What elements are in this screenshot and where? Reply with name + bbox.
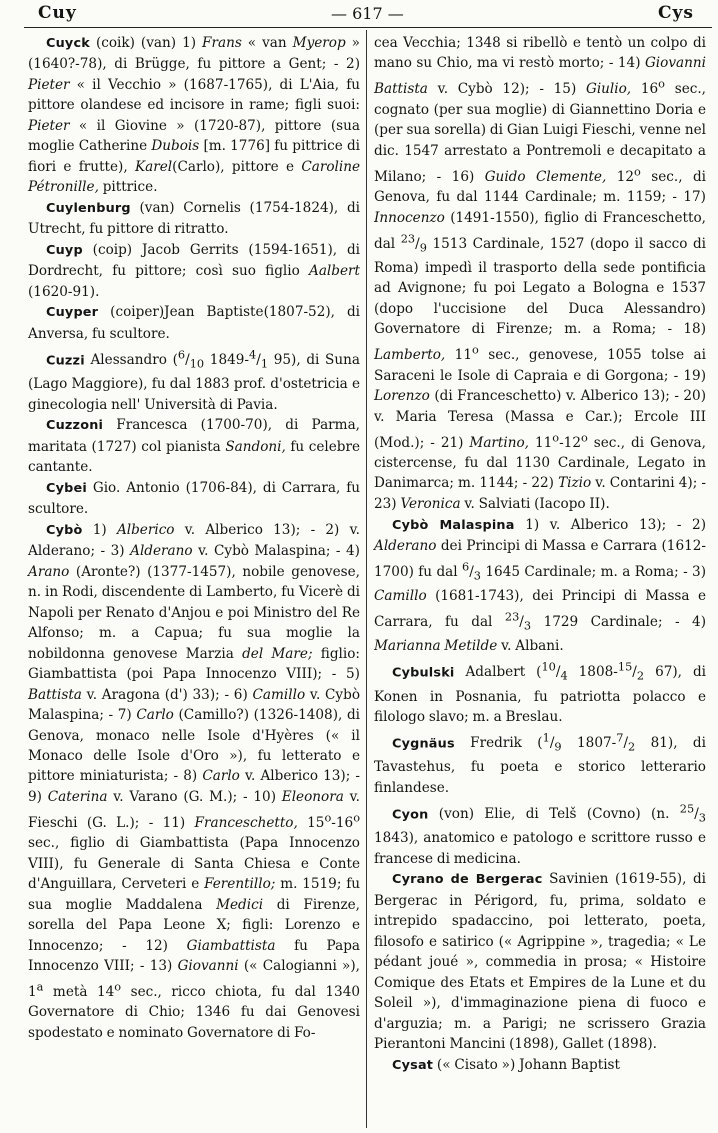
entry-headword: Cuzzoni — [46, 418, 104, 434]
page-number: — 617 — — [331, 3, 404, 23]
entry-body: (coiper)Jean Baptiste(1807-52), di Anversa, fu scultore. — [28, 304, 360, 342]
entry-body: 1) Alberico v. Alberico 13); - 2) v. Alderano; - 3) Alderano v. Cybò Malaspina; - 4) Arano (Aronte?) (1377-1457), nobile genovese, n. in Rodi, discendente di Lamberto, fu Vicerè di Napoli per Renato d'Anjou e poi Ministro del Re Alfonso; m. a Capua; fu sua moglie la nobildonna genovese Marzia del Mare; figlio: Giambattista (poi Papa Innocenzo VIII); - 5) Battista v. Aragona (d') 33); - 6) Camillo v. Cybò Malaspina; - 7) Carlo (Camillo?) (1326-1408), di Genova, monaco nelle Isole d'Hyères (« il Monaco delle Isole d'Oro »), fu letterato e pittore miniaturista; - 8) Carlo v. Alberico 13); - 9) Caterina v. Varano (G. M.); - 10) Eleonora v. Fieschi (G. L.); - 11) Franceschetto, 15$^o$-16$^o$ sec., figlio di Giambattista (Papa Innocenzo VIII), fu Generale di Santa Chiesa e Conte d'Anguillara, Cerveteri e Ferentillo; m. 1519; fu sua moglie Maddalena Medici di Firenze, sorella del Papa Leone X; figli: Lorenzo e Innocenzo; - 12) Giambattista fu Papa Innocenzo VIII; - 13) Giovanni (« Calogianni »), 1$^a$ metà 14$^o$ sec., ricco chiota, fu dal 1340 Governatore di Chio; 1346 fu dai Genovesi spodestato e nominato Governatore di Fo- — [28, 521, 361, 1041]
entry-body: Fredrik ($^1/_9$ $1807-^7/_2$ 81), di Tavastehus, fu poeta e storico letterario finlandese. — [374, 730, 706, 796]
right-column — [374, 33, 706, 1076]
dictionary-entry — [374, 1055, 706, 1076]
dictionary-entry — [374, 799, 706, 870]
entry-body: (van) Cornelis (1754-1824), di Utrecht, fu pittore di ritratto. — [28, 199, 360, 238]
dictionary-entry — [374, 657, 706, 728]
entry-body: Savinien (1619-55), di Bergerac in Périgord, fu, prima, soldato e intrepido spadaccino, poi letterato, poeta, filosofo e satirico (« Agrippine », tragedia; « Le pédant joué », commedia in prosa; « Histoire Comique des Etats et Empires de la Lune et du Soleil »), d'immaginazione piena di fuoco e d'arguzia; m. a Parigi; ne scrissero Grazia Pierantoni Mancini (1898), Gallet (1898). — [374, 871, 706, 1052]
entry-headword: Cybei — [46, 480, 87, 496]
running-header — [0, 0, 718, 26]
entry-headword: Cygnäus — [392, 736, 455, 752]
entry-body: (« Cisato ») Johann Baptist — [433, 1056, 620, 1073]
dictionary-entry — [28, 520, 360, 1043]
left-column — [28, 33, 360, 1044]
entry-headword: Cybò — [46, 522, 83, 538]
entry-headword: Cuylenburg — [46, 200, 131, 216]
entry-body: 1) v. Alberico 13); - 2) Alderano dei Principi di Massa e Carrara (1612-1700) fu dal $^6/_3$ 1645 Cardinale; m. a Roma; - 3) Camillo (1681-1743), dei Principi di Massa e Carrara, fu dal $^{23}/_3$ 1729 Cardinale; - 4) Marianna Metilde v. Albani. — [374, 516, 706, 655]
entry-body: (coip) Jacob Gerrits (1594-1651), di Dordrecht, fu pittore; così suo figlio Aalbert (1620-91). — [28, 241, 360, 300]
entry-headword: Cybò Malaspina — [392, 517, 515, 533]
entry-body: Gio. Antonio (1706-84), di Carrara, fu scultore. — [28, 479, 360, 518]
dictionary-entry — [374, 33, 706, 514]
entry-headword: Cybulski — [392, 665, 455, 681]
dictionary-entry — [374, 869, 706, 1054]
header-rule — [24, 27, 712, 28]
dictionary-entry — [28, 415, 360, 477]
column-separator — [366, 30, 367, 1128]
entry-headword: Cuyp — [46, 242, 83, 258]
dictionary-entry — [28, 302, 360, 344]
entry-headword: Cuyck — [46, 36, 90, 51]
header-right-guideword: Cys — [658, 3, 694, 23]
entry-body: Francesca (1700-70), di Parma, maritata (1727) col pianista Sandoni, fu celebre cantante. — [28, 417, 360, 476]
dictionary-entry — [28, 345, 360, 416]
entry-body: Alessandro ($^6/_{10}$ $1849-^4/_1$ 95), di Suna (Lago Maggiore), fu dal 1883 prof. d'ostetricia e ginecologia nell' Università di Pavia. — [28, 347, 360, 413]
entry-body: cea Vecchia; 1348 si ribellò e tentò un colpo di mano su Chio, ma vi restò morto; - 14) Giovanni Battista v. Cybò 12); - 15) Giulio, 16$^o$ sec., cognato (per sua moglie) di Giannettino Doria e (per sua sorella) di Gian Luigi Fieschi, venne nel dic. 1547 arrestato a Pontremoli e decapitato a Milano; - 16) Guido Clemente, 12$^o$ sec., di Genova, fu dal 1144 Cardinale; m. 1159; - 17) Innocenzo (1491-1550), figlio di Franceschetto, dal $^{23}/_9$ 1513 Cardinale, 1527 (dopo il sacco di Roma) impedì il trasporto della sede pontificia ad Avignone; fu poi Legato a Bologna e 1537 (dopo l'uccisione del Duca Alessandro) Governatore di Firenze; m. a Roma; - 18) Lamberto, 11$^o$ sec., genovese, 1055 tolse ai Saraceni le Isole di Capraia e di Gorgona; - 19) Lorenzo (di Franceschetto) v. Alberico 13); - 20) v. Maria Teresa (Massa e Car.); Ercole III (Mod.); - 21) Martino, 11$^o$-12$^o$ sec., di Genova, cistercense, fu dal 1130 Cardinale, Legato in Danimarca; m. 1144; - 22) Tizio v. Contarini 4); - 23) Veronica v. Salviati (Iacopo II). — [374, 35, 707, 512]
entry-headword: Cyon — [392, 807, 429, 823]
entry-body: (von) Elie, di Telš (Covno) (n. $^{25}/_3$ 1843), anatomico e patologo e scrittore russo e francese di medicina. — [374, 801, 706, 867]
entry-headword: Cuyper — [46, 305, 99, 321]
header-left-guideword: Cuy — [38, 3, 77, 23]
entry-headword: Cuzzi — [46, 353, 85, 369]
entry-body: (coik) (van) 1) Frans « van Myerop » (1640?-78), di Brügge, fu pittore a Gent; - 2) Pieter « il Vecchio » (1687-1765), di L'Aia, fu pittore olandese ed incisore in rame; figli suoi: Pieter « il Giovine » (1720-87), pittore (sua moglie Catherine Dubois [m. 1776] fu pittrice di fiori e frutte), Karel(Carlo), pittore e Caroline Pétronille, pittrice. — [28, 35, 360, 196]
dictionary-entry — [374, 728, 706, 799]
dictionary-entry — [28, 33, 360, 198]
dictionary-entry — [28, 198, 360, 240]
dictionary-entry — [374, 515, 706, 657]
entry-headword: Cyrano de Bergerac — [392, 872, 543, 888]
dictionary-entry — [28, 240, 360, 302]
dictionary-entry — [28, 478, 360, 520]
entry-headword: Cysat — [392, 1057, 434, 1073]
entry-body: Adalbert ($^{10}/_4$ $1808-^{15}/_2$ 67), di Konen in Posnania, fu patriotta polacco e filologo slavo; m. a Breslau. — [374, 659, 707, 726]
